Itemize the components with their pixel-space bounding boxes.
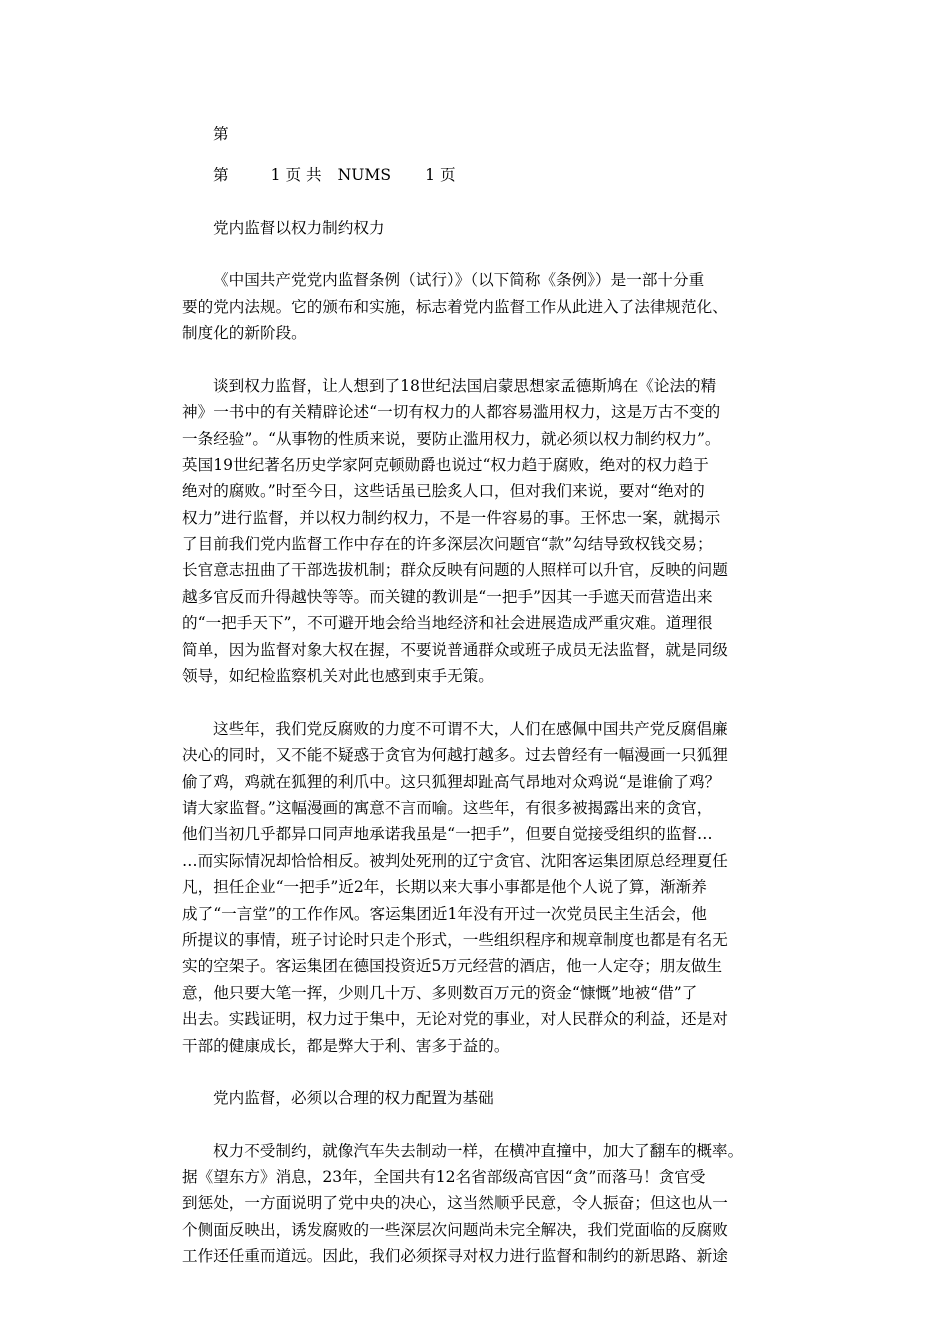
- section-subheading: 党内监督，必须以合理的权力配置为基础: [213, 1089, 494, 1108]
- paragraph-line: 到惩处，一方面说明了党中央的决心，这当然顺乎民意，令人振奋；但这也从一: [182, 1194, 728, 1213]
- paragraph-line: 领导，如纪检监察机关对此也感到束手无策。: [182, 667, 494, 686]
- paragraph-line: 偷了鸡，鸡就在狐狸的利爪中。这只狐狸却趾高气昂地对众鸡说“是谁偷了鸡？: [182, 772, 721, 791]
- paragraph-line: 的“一把手天下”，不可避开地会给当地经济和社会进展造成严重灾难。道理很: [182, 614, 713, 633]
- paragraph-line: 出去。实践证明，权力过于集中，无论对党的事业，对人民群众的利益，还是对: [182, 1010, 728, 1029]
- paragraph-2: [182, 373, 782, 690]
- paragraph-line: 英国19世纪著名历史学家阿克顿勋爵也说过“权力趋于腐败，绝对的权力趋于: [182, 455, 709, 474]
- paragraph-line: 了目前我们党内监督工作中存在的许多深层次问题官“款”勾结导致权钱交易；: [182, 535, 713, 554]
- paragraph-line: 实的空架子。客运集团在德国投资近5万元经营的酒店，他一人定夺；朋友做生: [182, 957, 723, 976]
- paragraph-line: 所提议的事情，班子讨论时只走个形式，一些组织程序和规章制度也都是有名无: [182, 930, 728, 949]
- paragraph-line: …而实际情况却恰恰相反。被判处死刑的辽宁贪官、沈阳客运集团原总经理夏任: [182, 851, 728, 870]
- article-title: 党内监督以权力制约权力: [213, 218, 385, 237]
- paragraph-line: 长官意志扭曲了干部选拔机制；群众反映有问题的人照样可以升官，反映的问题: [182, 561, 728, 580]
- page-label-current: 1 页 共: [270, 166, 322, 185]
- paragraph-1: [182, 267, 782, 346]
- paragraph-line: 据《望东方》消息，23年，全国共有12名省部级高官因“贪”而落马！贪官受: [182, 1168, 706, 1187]
- paragraph-3: [182, 716, 782, 1059]
- paragraph-line: 他们当初几乎都异口同声地承诺我虽是“一把手”，但要自觉接受组织的监督…: [182, 825, 713, 844]
- paragraph-line: 工作还任重而道远。因此，我们必须探寻对权力进行监督和制约的新思路、新途: [182, 1247, 728, 1266]
- paragraph-line: 权力”进行监督，并以权力制约权力，不是一件容易的事。王怀忠一案，就揭示: [182, 508, 721, 527]
- paragraph-line: 要的党内法规。它的颁布和实施，标志着党内监督工作从此进入了法律规范化、: [182, 297, 728, 316]
- paragraph-line: 《中国共产党党内监督条例（试行）》（以下简称《条例》）是一部十分重: [213, 271, 705, 290]
- page-label-total: 1 页: [425, 166, 456, 185]
- document-body: [182, 121, 782, 1296]
- paragraph-line: 决心的同时，又不能不疑惑于贪官为何越打越多。过去曾经有一幅漫画一只狐狸: [182, 746, 728, 765]
- paragraph-4: [182, 1138, 782, 1270]
- paragraph-line: 神》一书中的有关精辟论述“一切有权力的人都容易滥用权力，这是万古不变的: [182, 403, 721, 422]
- paragraph-line: 成了“一言堂”的工作作风。客运集团近1年没有开过一次党员民主生活会，他: [182, 904, 707, 923]
- header-first-word: 第: [213, 125, 229, 143]
- paragraph-line: 凡，担任企业“一把手”近2年，长期以来大事小事都是他个人说了算，渐渐养: [182, 878, 707, 897]
- paragraph-line: 干部的健康成长，都是弊大于利、害多于益的。: [182, 1036, 510, 1055]
- paragraph-line: 权力不受制约，就像汽车失去制动一样，在横冲直撞中，加大了翻车的概率。: [213, 1141, 744, 1160]
- paragraph-line: 一条经验”。“从事物的性质来说，要防止滥用权力，就必须以权力制约权力”。: [182, 429, 721, 448]
- paragraph-line: 这些年，我们党反腐败的力度不可谓不大，人们在感佩中国共产党反腐倡廉: [213, 719, 728, 738]
- paragraph-line: 谈到权力监督，让人想到了18世纪法国启蒙思想家孟德斯鸠在《论法的精: [213, 376, 717, 395]
- paragraph-line: 越多官反而升得越快等等。而关键的教训是“一把手”因其一手遮天而营造出来: [182, 587, 713, 606]
- paragraph-line: 请大家监督。”这幅漫画的寓意不言而喻。这些年，有很多被揭露出来的贪官，: [182, 798, 713, 817]
- paragraph-line: 意，他只要大笔一挥，少则几十万、多则数百万元的资金“慷慨”地被“借”了: [182, 983, 698, 1002]
- paragraph-line: 个侧面反映出，诱发腐败的一些深层次问题尚未完全解决，我们党面临的反腐败: [182, 1220, 728, 1239]
- page-label-prefix: 第: [213, 166, 229, 185]
- paragraph-line: 简单，因为监督对象大权在握，不要说普通群众或班子成员无法监督，就是同级: [182, 640, 728, 659]
- paragraph-line: 制度化的新阶段。: [182, 323, 307, 342]
- page-label-total-field: NUMS: [337, 166, 392, 185]
- page-number-label: [182, 162, 782, 188]
- paragraph-line: 绝对的腐败。”时至今日，这些话虽已脍炙人口，但对我们来说，要对“绝对的: [182, 482, 705, 501]
